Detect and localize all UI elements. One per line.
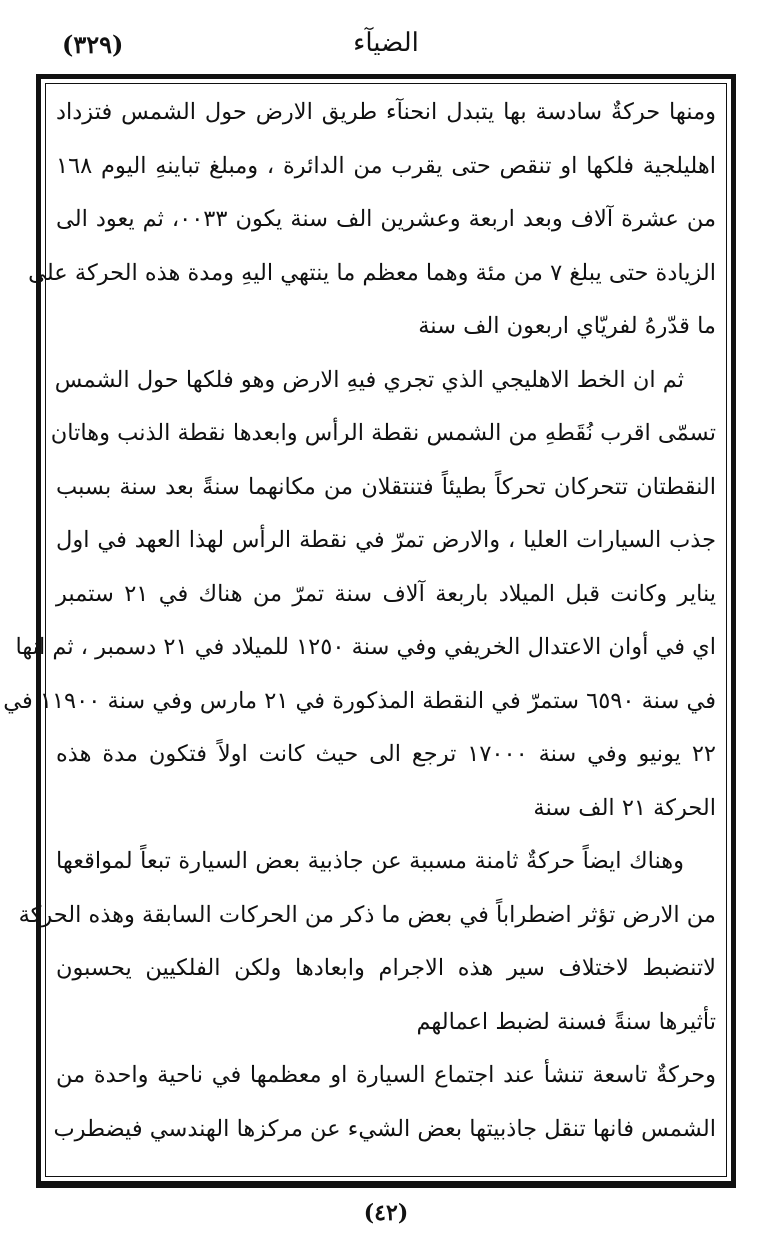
text-line: ما قدّرهُ لفريّاي اربعون الف سنة — [418, 313, 716, 339]
text-line: من الارض تؤثر اضطراباً في بعض ما ذكر من الحركات السابقة وهذه الحركة — [18, 901, 716, 928]
text-line: تسمّى اقرب نُقَطهِ من الشمس نقطة الرأس وابعدها نقطة الذنب وهاتان — [50, 420, 716, 446]
text-line: جذب السيارات العليا ، والارض تمرّ في نقطة الرأس لهذا العهد في اول — [56, 527, 716, 553]
text-line: النقطتان تتحركان تحركاً بطيئاً فتنتقلان من مكانهما سنةً بعد سنة بسبب — [56, 473, 716, 500]
text-line: ثم ان الخط الاهليجي الذي تجري فيهِ الارض وهو فلكها حول الشمس — [54, 366, 684, 393]
page-number: (٣٢٩) — [62, 30, 124, 59]
text-line: اهليلجية فلكها او تنقص حتى يقرب من الدائرة ، ومبلغ تباينهِ اليوم ١٦٨ — [56, 152, 716, 179]
text-line: في سنة ٦٥٩٠ ستمرّ في النقطة المذكورة في ٢١ مارس وفي سنة ١١٩٠٠ في — [3, 687, 716, 714]
body-text — [3, 86, 716, 1156]
folio-number: (٤٢) — [363, 1200, 409, 1226]
text-line: وحركةٌ تاسعة تنشأ عند اجتماع السيارة او معظمها في ناحية واحدة من — [56, 1062, 716, 1088]
text-line: ومنها حركةٌ سادسة بها يتبدل انحنآء طريق الارض حول الشمس فتزداد — [56, 99, 716, 125]
text-line: من عشرة آلاف وبعد اربعة وعشرين الف سنة يكون ٠٠٣٣، ثم يعود الى — [56, 206, 716, 232]
text-line: ٢٢ يونيو وفي سنة ١٧٠٠٠ ترجع الى حيث كانت اولاً فتكون مدة هذه — [56, 741, 716, 767]
text-line: اي في أوان الاعتدال الخريفي وفي سنة ١٢٥٠ للميلاد في ٢١ دسمبر ، ثم انها — [15, 634, 716, 660]
bottom-rule — [36, 1186, 736, 1188]
running-title: الضيآء — [353, 28, 419, 58]
text-line: تأثيرها سنةً فسنة لضبط اعمالهم — [416, 1008, 716, 1035]
text-line: لاتنضبط لاختلاف سير هذه الاجرام وابعادها ولكن الفلكيين يحسبون — [56, 955, 716, 981]
text-line: الشمس فانها تنقل جاذبيتها بعض الشيء عن مركزها الهندسي فيضطرب — [53, 1115, 716, 1142]
text-line: الحركة ٢١ الف سنة — [533, 794, 716, 821]
text-line: الزيادة حتى يبلغ ٧ من مئة وهما معظم ما ينتهي اليهِ ومدة هذه الحركة على — [28, 259, 716, 286]
text-line: وهناك ايضاً حركةٌ ثامنة مسببة عن جاذبية بعض السيارة تبعاً لمواقعها — [56, 848, 684, 874]
text-line: يناير وكانت قبل الميلاد باربعة آلاف سنة تمرّ من هناك في ٢١ ستمبر — [56, 580, 716, 607]
